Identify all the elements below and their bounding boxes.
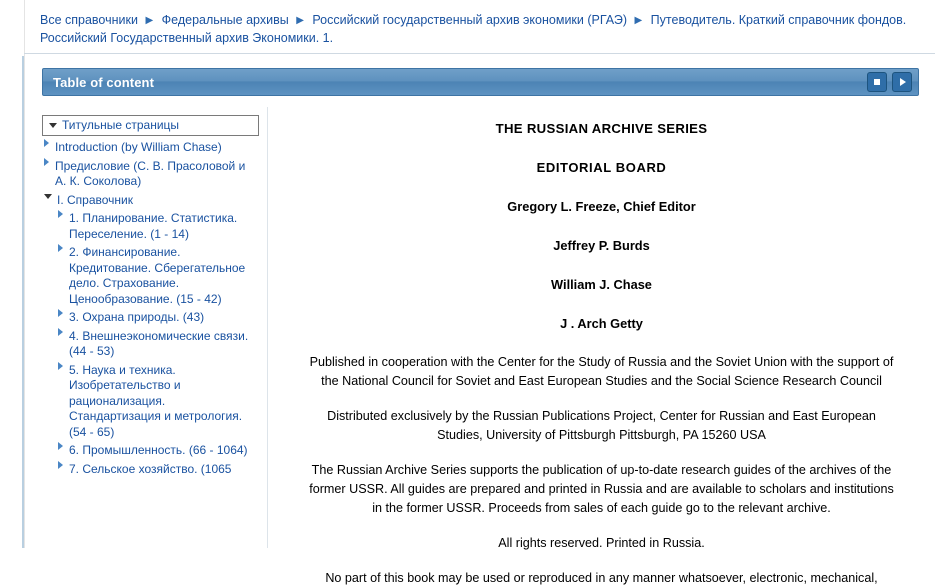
toc-panel[interactable] [24,107,268,548]
toc-item-label: 5. Наука и техника. Изобретательство и рационализация. Стандартизация и метрология. (54 - 65) [69,362,243,439]
toc-item-spravochnik[interactable] [42,193,259,209]
toc-item-label: I. Справочник [57,192,133,207]
document-heading-editorial-board: EDITORIAL BOARD [536,160,667,175]
toc-item-label: 3. Охрана природы. (43) [69,310,205,324]
document-paragraph-series-support: The Russian Archive Series supports the publication of up-to-date research guides of the archives of the former USSR. All guides are prepared and printed in Russia and are available to scholars and institutions in the former USSR. Proceeds from sales of each guide go to the relevant archive. [309,463,894,515]
toc-item-label: 2. Финансирование. Кредитование. Сберегательное дело. Страхование. Ценообразование. (15 - 42) [69,245,246,306]
chevron-right-icon [58,442,63,450]
chevron-right-icon [44,158,49,166]
breadcrumb-separator-icon: ▶ [296,15,304,26]
square-icon [874,79,880,85]
toc-item-label: 1. Планирование. Статистика. Переселение. (1 - 14) [69,211,238,241]
toc-selected-item[interactable] [42,115,259,136]
toc-item-section-1[interactable] [42,211,259,242]
left-rail [0,0,25,548]
document-paragraph-reproduction: No part of this book may be used or reproduced in any manner whatsoever, electronic, mechanical, [325,571,878,585]
chevron-right-icon [58,309,63,317]
breadcrumb [24,0,935,54]
body-split [24,107,935,585]
breadcrumb-item-1[interactable]: Федеральные архивы [161,13,289,27]
breadcrumb-item-0[interactable]: Все справочники [40,13,138,27]
breadcrumb-separator-icon: ▶ [145,15,154,26]
document-editor-chase: William J. Chase [551,277,652,292]
document-content [268,107,935,585]
document-paragraph-distribution: Distributed exclusively by the Russian Publications Project, Center for Russian and East European Studies, University of Pittsburgh Pittsburgh, PA 15260 USA [327,409,876,442]
document-paragraph-rights: All rights reserved. Printed in Russia. [498,536,705,550]
chevron-down-icon [44,194,52,199]
toc-item-section-4[interactable] [42,329,259,360]
chevron-right-icon [58,244,63,252]
chevron-right-icon [44,139,49,147]
next-button[interactable] [892,72,912,92]
chevron-right-icon [58,461,63,469]
toc-item-introduction[interactable] [42,140,259,156]
table-of-content-title: Table of content [53,74,155,90]
chevron-right-icon [58,210,63,218]
document-editor-getty: J . Arch Getty [560,316,643,331]
toc-item-label: Предисловие (С. В. Прасоловой и А. К. Соколова) [55,158,246,188]
content-wrapper [24,0,935,585]
toc-item-label: 4. Внешнеэкономические связи. (44 - 53) [69,328,249,358]
toc-item-label: 7. Сельское хозяйство. (1065 [69,461,232,476]
toc-item-section-3[interactable] [42,310,259,326]
chevron-right-icon [58,328,63,336]
play-triangle-icon [900,78,906,86]
chevron-right-icon [58,362,63,370]
document-paragraph-cooperation: Published in cooperation with the Center for the Study of Russia and the Soviet Union with the support of the National Council for Soviet and East European Studies and the Social Science Research Council [309,355,894,388]
breadcrumb-separator-icon: ▶ [634,15,643,26]
toc-item-preface[interactable] [42,159,259,190]
toc-item-section-5[interactable] [42,363,259,441]
toc-item-label: Introduction (by William Chase) [55,140,222,154]
toc-item-label: 6. Промышленность. (66 - 1064) [69,443,248,457]
toc-selected-label: Титульные страницы [62,118,180,132]
toc-item-section-2[interactable] [42,245,259,307]
breadcrumb-item-2[interactable]: Российский государственный архив экономики (РГАЭ) [312,13,627,27]
document-editor-burds: Jeffrey P. Burds [553,238,650,253]
stop-button[interactable] [867,72,887,92]
document-heading-series: THE RUSSIAN ARCHIVE SERIES [495,121,708,136]
table-of-content-controls [867,72,912,92]
document-editor-chief: Gregory L. Freeze, Chief Editor [507,199,696,214]
chevron-down-icon [49,123,57,128]
breadcrumb-item-3[interactable]: Путеводитель. Краткий справочник фондов. Российский Государственный архив Экономики. 1. [40,13,907,45]
table-of-content-header [42,68,919,96]
toc-item-section-6[interactable] [42,443,259,459]
toc-item-section-7[interactable] [42,462,259,478]
